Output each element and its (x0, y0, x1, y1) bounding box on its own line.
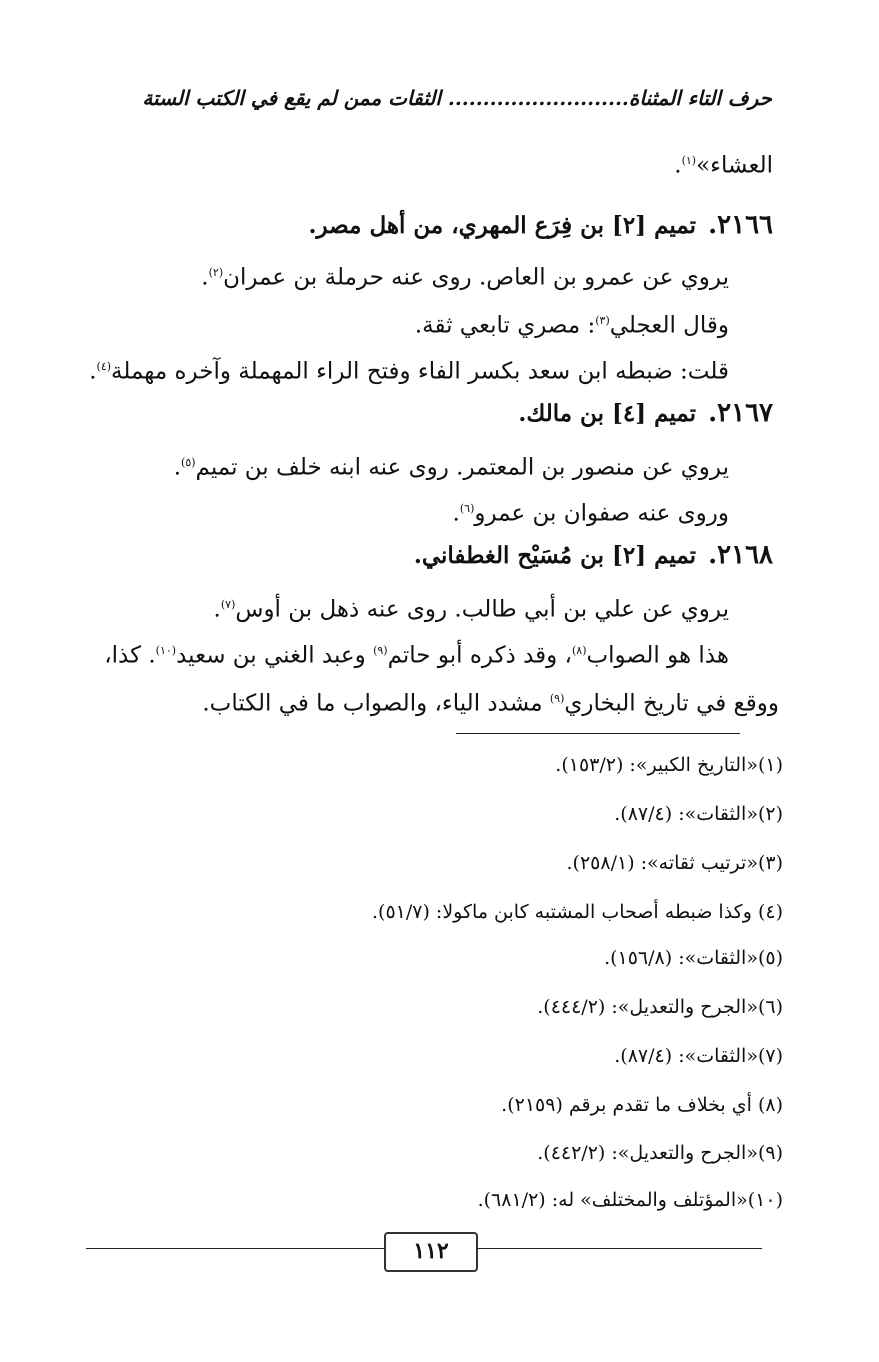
footnote-ref: (٢) (208, 266, 224, 279)
entry-text: قلت: ضبطه ابن سعد بكسر الفاء وفتح الراء المهملة وآخره مهملة (111, 358, 729, 385)
entry-number: ٢١٦٧. (708, 398, 773, 428)
footnote-ref: (١) (681, 154, 697, 167)
entry-text: هذا هو الصواب (586, 642, 729, 669)
entry-line: وقال العجلي$^{(٣)}$: مصري تابعي ثقة. (414, 312, 729, 339)
entry-line (104, 636, 729, 671)
entry-text: . كذا، (104, 642, 156, 669)
entry-number: ٢١٦٨. (708, 540, 773, 570)
footnote-ref: (٦) (459, 502, 475, 515)
entry-line: وروى عنه صفوان بن عمرو$^{(٦)}$. (452, 500, 729, 527)
footnote-ref: (١٠) (155, 644, 177, 657)
entry-line: قلت: ضبطه ابن سعد بكسر الفاء وفتح الراء المهملة وآخره مهملة$^{(٤)}$. (89, 358, 729, 385)
page-number: ١١٢ (384, 1232, 478, 1272)
footnote: (١٠)«المؤتلف والمختلف» له: (٦٨١/٢). (477, 1189, 783, 1211)
entry-text: وروى عنه صفوان بن عمرو (474, 500, 729, 527)
footnote: (٣)«ترتيب ثقاته»: (٢٥٨/١). (566, 852, 783, 874)
entry-text: مصري تابعي ثقة. (414, 312, 581, 339)
entry-title: تميم [٢] بن مُسَيْح الغطفاني. (413, 542, 697, 569)
footnote-ref: (٤) (96, 360, 112, 373)
footnote-ref: (٩) (549, 692, 565, 705)
entry-text: وعبد الغني بن سعيد (176, 642, 374, 669)
entry-line: يروي عن منصور بن المعتمر. روى عنه ابنه خلف بن تميم$^{(٥)}$. (173, 454, 729, 481)
entry-heading (414, 540, 773, 571)
entry-title: تميم [٤] بن مالك. (518, 400, 697, 427)
footnote-divider (456, 733, 740, 734)
entry-heading (308, 210, 773, 241)
footnote: (٨) أي بخلاف ما تقدم برقم (٢١٥٩). (501, 1094, 783, 1116)
continuation-text: العشاء» (696, 152, 773, 179)
entry-text: ووقع في تاريخ البخاري (564, 690, 779, 717)
footnote: (٤) وكذا ضبطه أصحاب المشتبه كابن ماكولا: (٥١/٧). (372, 901, 783, 923)
entry-text: يروي عن منصور بن المعتمر. روى عنه ابنه خلف بن تميم (195, 454, 729, 481)
entry-text: مشدد الياء، والصواب ما في الكتاب. (202, 690, 550, 717)
entry-heading (518, 398, 773, 429)
footnote: (٢)«الثقات»: (٨٧/٤). (614, 803, 783, 825)
footnote-ref: (٥) (181, 456, 196, 469)
footnote-ref: (٨) (571, 644, 587, 657)
entry-line: يروي عن علي بن أبي طالب. روى عنه ذهل بن أوس$^{(٧)}$. (213, 596, 729, 623)
footnote: (٧)«الثقات»: (٨٧/٤). (614, 1045, 783, 1067)
footnote-ref: (٧) (220, 598, 236, 611)
footnote: (٩)«الجرح والتعديل»: (٤٤٢/٢). (537, 1142, 783, 1164)
footnote: (٥)«الثقات»: (١٥٦/٨). (604, 947, 783, 969)
entry-text: يروي عن علي بن أبي طالب. روى عنه ذهل بن أوس (235, 596, 729, 623)
footnote: (٦)«الجرح والتعديل»: (٤٤٤/٢). (537, 996, 783, 1018)
entry-text: وقال العجلي (609, 312, 729, 339)
footnote: (١)«التاريخ الكبير»: (١٥٣/٢). (555, 754, 783, 776)
entry-line (202, 684, 779, 719)
entry-text: يروي عن عمرو بن العاص. روى عنه حرملة بن عمران (223, 264, 729, 291)
running-header: حرف التاء المثناة.......................... الثقات ممن لم يقع في الكتب الستة (142, 86, 772, 110)
footnote-ref: (٩) (373, 644, 388, 657)
continuation-line: العشاء»$^{(١)}$. (674, 152, 773, 179)
entry-number: ٢١٦٦. (708, 210, 773, 240)
entry-title: تميم [٢] بن فِرَع المهري، من أهل مصر. (308, 212, 697, 239)
entry-text: ، وقد ذكره أبو حاتم (387, 642, 572, 669)
footnote-ref: (٣) (595, 314, 610, 327)
entry-line: يروي عن عمرو بن العاص. روى عنه حرملة بن عمران$^{(٢)}$. (201, 264, 729, 291)
